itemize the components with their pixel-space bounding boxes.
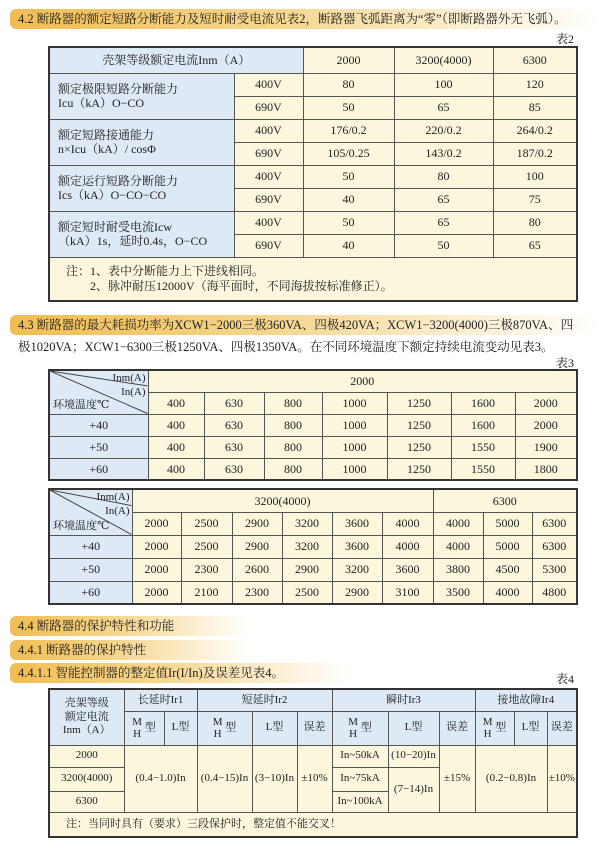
value-cell: 65 [394, 211, 493, 234]
header-frame: 3200(4000) [394, 47, 493, 73]
table-row [49, 558, 577, 581]
table-row [49, 489, 577, 512]
rated-current-header: 1600 [451, 392, 515, 414]
table-row [49, 370, 577, 392]
rated-current-header: 1000 [322, 392, 387, 414]
mh-type-header: M H 型 [197, 711, 252, 745]
value-cell: 1000 [322, 414, 387, 436]
value-cell: 400 [148, 436, 204, 458]
rated-current-header: 1250 [387, 392, 451, 414]
value-cell: 630 [204, 414, 264, 436]
table-2 [48, 46, 578, 302]
rated-current-header: 2000 [515, 392, 577, 414]
frame-cell: 2000 [49, 745, 124, 767]
l-type-header: L型 [252, 711, 297, 745]
value-cell: 40 [303, 188, 394, 211]
ir3-l-range: (7−14)In [388, 767, 439, 812]
value-cell: 40 [303, 234, 394, 257]
value-cell: 3200 [332, 558, 382, 581]
value-cell: 2500 [282, 581, 332, 604]
value-cell: 4000 [433, 535, 483, 558]
value-cell: 120 [493, 73, 577, 96]
value-cell: 1000 [322, 458, 387, 480]
ir3-mh-range: In~50kA [332, 745, 388, 767]
section-4-4-1-1-heading: 4.4.1.1 智能控制器的整定值Ir(I/In)及误差见表4。 [10, 663, 348, 683]
mh-type-header: M H 型 [332, 711, 388, 745]
value-cell: 187/0.2 [493, 142, 577, 165]
rated-current-header: 5000 [483, 512, 532, 535]
value-cell: 1900 [515, 436, 577, 458]
table-3-2000 [48, 369, 578, 481]
value-cell: 2900 [332, 581, 382, 604]
value-cell: 4000 [483, 581, 532, 604]
ir3-error: ±15% [439, 745, 475, 812]
value-cell: 4000 [382, 535, 433, 558]
value-cell: 80 [493, 211, 577, 234]
voltage-cell: 690V [234, 142, 303, 165]
ir2-error: ±10% [297, 745, 332, 812]
value-cell: 2300 [181, 558, 232, 581]
value-cell: 800 [264, 414, 322, 436]
value-cell: 50 [303, 96, 394, 119]
section-4-3-heading: 4.3 断路器的最大耗损功率为XCW1−2000三极360VA、四极420VA；XCW1−3200(4000)三极870VA、四 [10, 315, 600, 335]
l-type-header: L型 [514, 711, 547, 745]
error-header: 误差 [297, 711, 332, 745]
table-4-label: 表4 [555, 672, 574, 686]
header-frame: 6300 [493, 47, 577, 73]
temperature-cell: +60 [49, 581, 132, 604]
table-4 [48, 688, 578, 838]
table-row [49, 165, 577, 188]
value-cell: 264/0.2 [493, 119, 577, 142]
rated-current-header: 2000 [132, 512, 181, 535]
table-row [49, 257, 577, 301]
ir1-range: (0.4−1.0)In [124, 745, 197, 812]
value-cell: 4800 [532, 581, 577, 604]
frame-cell: 6300 [49, 791, 124, 812]
in-label: In(A) [105, 505, 130, 517]
temperature-label: 环境温度℃ [53, 398, 110, 411]
inm-label: Inm(A) [112, 372, 146, 384]
header-frame: 2000 [303, 47, 394, 73]
voltage-cell: 400V [234, 165, 303, 188]
parameter-label: 额定运行短路分断能力 Ics（kA）O−CO−CO [49, 165, 234, 211]
ir4-range: (0.2−0.8)In [475, 745, 547, 812]
section-4-3-text: 极1020VA；XCW1−6300三极1250VA、四极1350VA。在不同环境温度下额定持续电流变动见表3。 [18, 340, 554, 354]
value-cell: 65 [493, 234, 577, 257]
header-frame-current: 壳架等级额定电流Inm（A） [49, 47, 303, 73]
rated-current-header: 6300 [532, 512, 577, 535]
value-cell: 3500 [433, 581, 483, 604]
table-row [49, 436, 577, 458]
ir2-l-range: (3−10)In [252, 745, 297, 812]
ir2-mh-range: (0.4−15)In [197, 745, 252, 812]
rated-current-header: 400 [148, 392, 204, 414]
value-cell: 800 [264, 458, 322, 480]
value-cell: 2000 [515, 414, 577, 436]
temperature-cell: +40 [49, 535, 132, 558]
frame-current-header: 壳架等级 额定电流 Inm（A） [49, 689, 124, 745]
value-cell: 1250 [387, 414, 451, 436]
value-cell: 1550 [451, 436, 515, 458]
voltage-cell: 400V [234, 119, 303, 142]
l-type-header: L型 [388, 711, 439, 745]
ir3-mh-range: In~100kA [332, 791, 388, 812]
l-type-header: L型 [164, 711, 197, 745]
value-cell: 80 [394, 165, 493, 188]
value-cell: 2100 [181, 581, 232, 604]
value-cell: 1800 [515, 458, 577, 480]
rated-current-header: 2900 [232, 512, 282, 535]
value-cell: 2900 [232, 535, 282, 558]
value-cell: 2300 [232, 581, 282, 604]
value-cell: 65 [394, 188, 493, 211]
error-header: 误差 [547, 711, 577, 745]
table-3-label: 表3 [555, 356, 574, 370]
table-row [49, 211, 577, 234]
in-label: In(A) [121, 386, 146, 398]
value-cell: 3600 [382, 558, 433, 581]
voltage-cell: 690V [234, 234, 303, 257]
value-cell: 3100 [382, 581, 433, 604]
value-cell: 3800 [433, 558, 483, 581]
table-row [49, 458, 577, 480]
table-2-notes: 注：1、表中分断能力上下进线相同。 2、脉冲耐压12000V（海平面时，不同海拔按标准修正）。 [49, 257, 577, 301]
value-cell: 1250 [387, 458, 451, 480]
temperature-label: 环境温度℃ [53, 519, 110, 532]
rated-current-header: 2500 [181, 512, 232, 535]
value-cell: 1600 [451, 414, 515, 436]
mh-type-header: M H 型 [475, 711, 514, 745]
value-cell: 400 [148, 414, 204, 436]
frame-header: 3200(4000) [132, 489, 433, 512]
error-header: 误差 [439, 711, 475, 745]
value-cell: 2900 [282, 558, 332, 581]
temperature-cell: +60 [49, 458, 148, 480]
value-cell: 80 [303, 73, 394, 96]
value-cell: 143/0.2 [394, 142, 493, 165]
value-cell: 5300 [532, 558, 577, 581]
rated-current-header: 630 [204, 392, 264, 414]
table-row [49, 535, 577, 558]
value-cell: 105/0.25 [303, 142, 394, 165]
value-cell: 50 [303, 211, 394, 234]
rated-current-header: 3200 [282, 512, 332, 535]
frame-cell: 3200(4000) [49, 767, 124, 791]
value-cell: 50 [394, 234, 493, 257]
corner-header [49, 370, 148, 414]
ir2-header: 短延时Ir2 [197, 689, 332, 711]
value-cell: 50 [303, 165, 394, 188]
value-cell: 4500 [483, 558, 532, 581]
value-cell: 800 [264, 436, 322, 458]
value-cell: 3600 [332, 535, 382, 558]
ir4-error: ±10% [547, 745, 577, 812]
parameter-label: 额定短时耐受电流Icw （kA）1s，延时0.4s，O−CO [49, 211, 234, 257]
value-cell: 1250 [387, 436, 451, 458]
value-cell: 2000 [132, 535, 181, 558]
value-cell: 2000 [132, 581, 181, 604]
ir3-header: 瞬时Ir3 [332, 689, 475, 711]
value-cell: 3200 [282, 535, 332, 558]
table-2-label: 表2 [555, 32, 574, 46]
rated-current-header: 800 [264, 392, 322, 414]
ir1-header: 长延时Ir1 [124, 689, 197, 711]
value-cell: 100 [493, 165, 577, 188]
value-cell: 5000 [483, 535, 532, 558]
ir4-header: 接地故障Ir4 [475, 689, 577, 711]
table-row [49, 414, 577, 436]
value-cell: 176/0.2 [303, 119, 394, 142]
voltage-cell: 400V [234, 211, 303, 234]
value-cell: 2600 [232, 558, 282, 581]
voltage-cell: 400V [234, 73, 303, 96]
value-cell: 1550 [451, 458, 515, 480]
voltage-cell: 690V [234, 96, 303, 119]
value-cell: 6300 [532, 535, 577, 558]
section-4-2-heading: 4.2 断路器的额定短路分断能力及短时耐受电流见表2，断路器飞弧距离为“零”（即断路器外无飞弧）。 [10, 9, 600, 29]
rated-current-header: 3600 [332, 512, 382, 535]
value-cell: 220/0.2 [394, 119, 493, 142]
table-row [49, 47, 577, 73]
parameter-label: 额定短路接通能力 n×Icu（kA）/ cosΦ [49, 119, 234, 165]
ir3-mh-range: In~75kA [332, 767, 388, 791]
rated-current-header: 4000 [433, 512, 483, 535]
section-4-4-1-heading: 4.4.1 断路器的保护特性 [10, 640, 248, 660]
value-cell: 400 [148, 458, 204, 480]
table-3-3200-6300 [48, 488, 578, 605]
value-cell: 100 [394, 73, 493, 96]
table-row [49, 581, 577, 604]
rated-current-header: 4000 [382, 512, 433, 535]
value-cell: 630 [204, 436, 264, 458]
mh-type-header: M H 型 [124, 711, 164, 745]
temperature-cell: +50 [49, 558, 132, 581]
table-row [49, 73, 577, 96]
value-cell: 2500 [181, 535, 232, 558]
parameter-label: 额定极限短路分断能力 Icu（kA）O−CO [49, 73, 234, 119]
inm-label: Inm(A) [96, 491, 130, 503]
corner-header [49, 489, 132, 535]
section-4-4-heading: 4.4 断路器的保护特性和功能 [10, 616, 248, 636]
value-cell: 75 [493, 188, 577, 211]
ir3-l-range: (10−20)In [388, 745, 439, 767]
frame-header: 6300 [433, 489, 577, 512]
voltage-cell: 690V [234, 188, 303, 211]
value-cell: 630 [204, 458, 264, 480]
temperature-cell: +50 [49, 436, 148, 458]
value-cell: 1000 [322, 436, 387, 458]
frame-header: 2000 [148, 370, 577, 392]
value-cell: 2000 [132, 558, 181, 581]
temperature-cell: +40 [49, 414, 148, 436]
value-cell: 85 [493, 96, 577, 119]
value-cell: 65 [394, 96, 493, 119]
table-4-note: 注：当同时具有（要求）三段保护时，整定值不能交叉！ [49, 812, 577, 837]
table-row [49, 119, 577, 142]
